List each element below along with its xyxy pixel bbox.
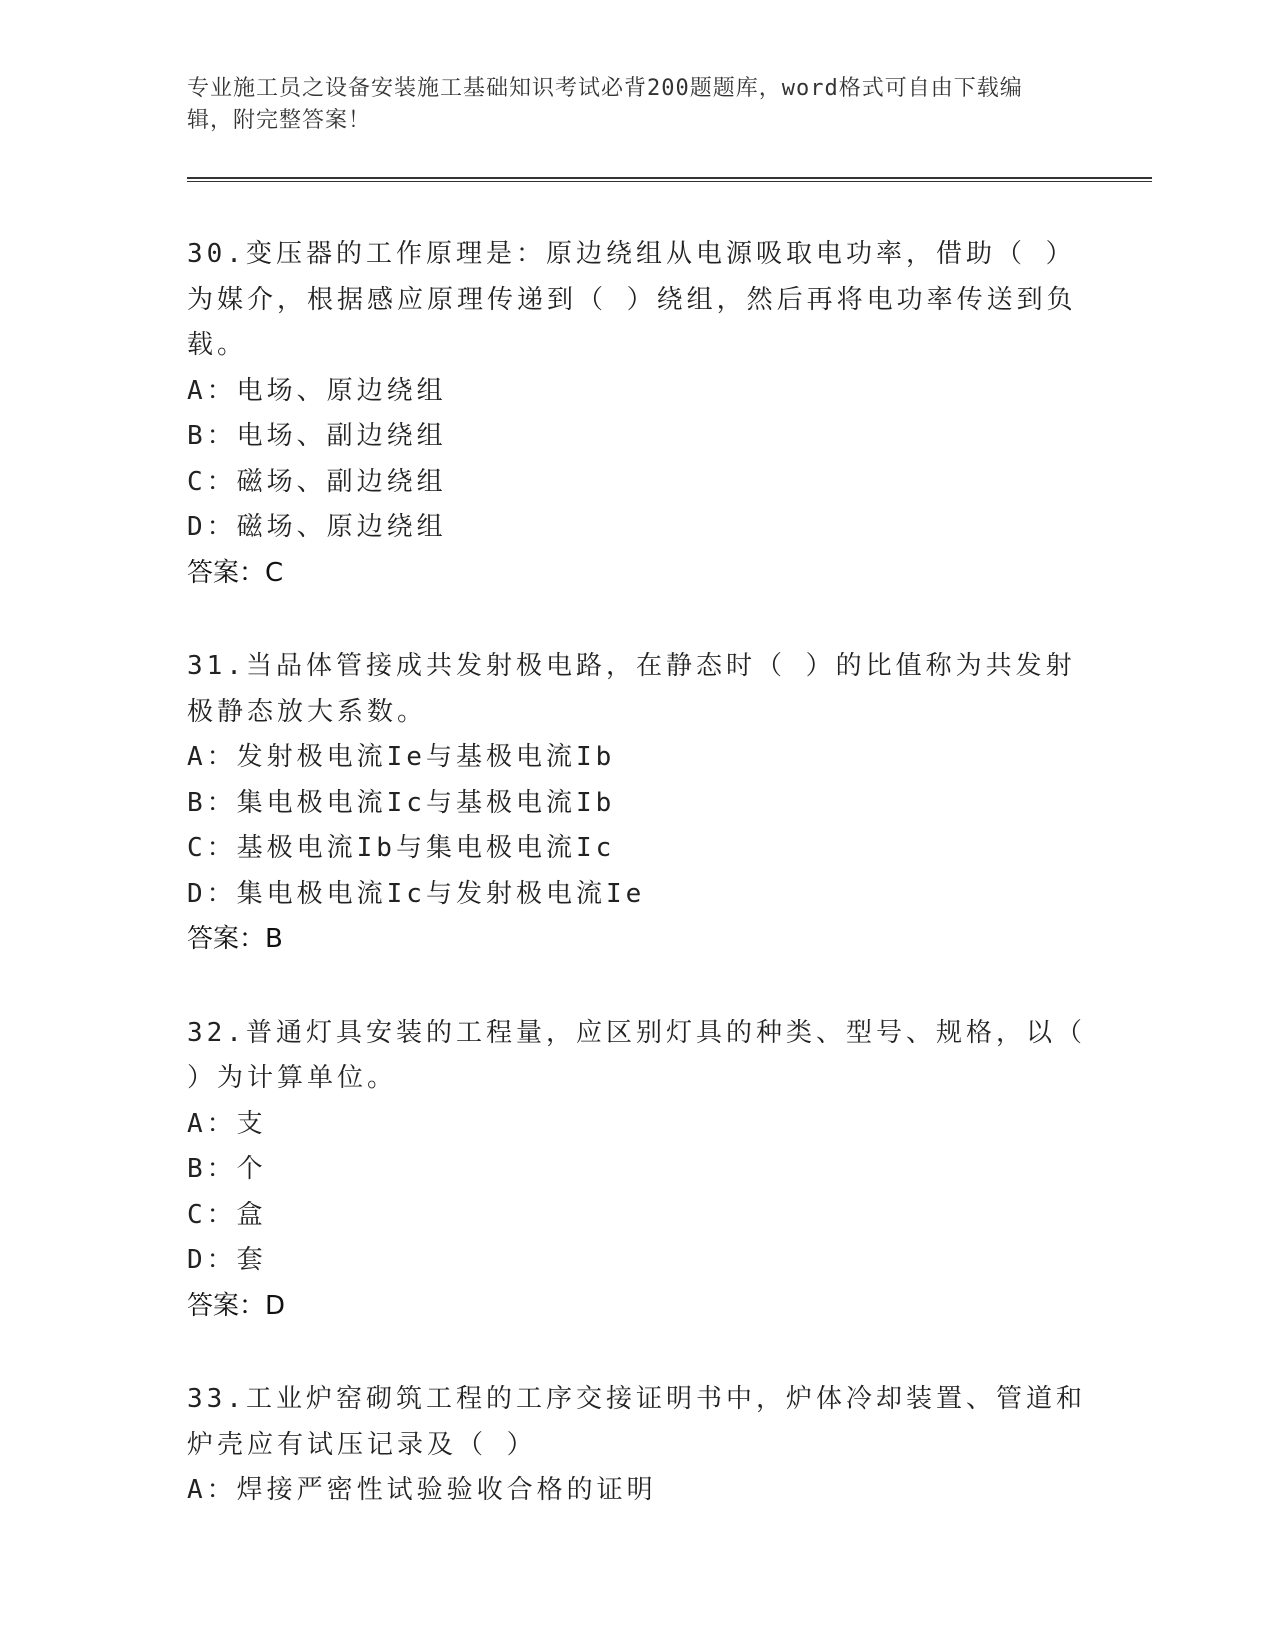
- header-divider: [187, 177, 1152, 179]
- option-a: A：发射极电流Ie与基极电流Ib: [187, 742, 616, 772]
- question-stem: 30.变压器的工作原理是：原边绕组从电源吸取电功率，借助（ ）为媒介，根据感应原理传递到（ ）绕组，然后再将电功率传送到负载。: [187, 239, 1077, 360]
- question-33: [187, 1377, 1087, 1514]
- question-30: [187, 232, 1087, 596]
- option-a: A：电场、原边绕组: [187, 375, 447, 406]
- answer-line: 答案：D: [187, 1290, 286, 1321]
- document-header: 专业施工员之设备安装施工基础知识考试必背200题题库，word格式可自由下载编辑，附完整答案！: [187, 76, 1023, 133]
- question-list: [187, 232, 1087, 1562]
- option-a: A：焊接严密性试验验收合格的证明: [187, 1475, 657, 1505]
- answer-line: 答案：C: [187, 557, 284, 588]
- option-a: A：支: [187, 1108, 267, 1139]
- header-divider-thin: [187, 181, 1152, 182]
- option-d: D：集电极电流Ic与发射极电流Ie: [187, 878, 646, 909]
- option-c: C：基极电流Ib与集电极电流Ic: [187, 833, 616, 863]
- option-b: B：集电极电流Ic与基极电流Ib: [187, 787, 616, 818]
- option-c: C：盒: [187, 1199, 267, 1230]
- option-d: D：磁场、原边绕组: [187, 512, 447, 542]
- option-b: B：个: [187, 1154, 267, 1184]
- option-b: B：电场、副边绕组: [187, 421, 447, 451]
- option-d: D：套: [187, 1245, 267, 1275]
- question-stem: 32.普通灯具安装的工程量，应区别灯具的种类、型号、规格，以（ ）为计算单位。: [187, 1017, 1086, 1093]
- answer-line: 答案：B: [187, 924, 283, 954]
- question-32: [187, 1011, 1087, 1330]
- question-stem: 33.工业炉窑砌筑工程的工序交接证明书中，炉体冷却装置、管道和炉壳应有试压记录及（ ）: [187, 1384, 1086, 1460]
- question-31: [187, 644, 1087, 963]
- question-stem: 31.当品体管接成共发射极电路，在静态时（ ）的比值称为共发射极静态放大系数。: [187, 651, 1076, 727]
- option-c: C：磁场、副边绕组: [187, 466, 447, 497]
